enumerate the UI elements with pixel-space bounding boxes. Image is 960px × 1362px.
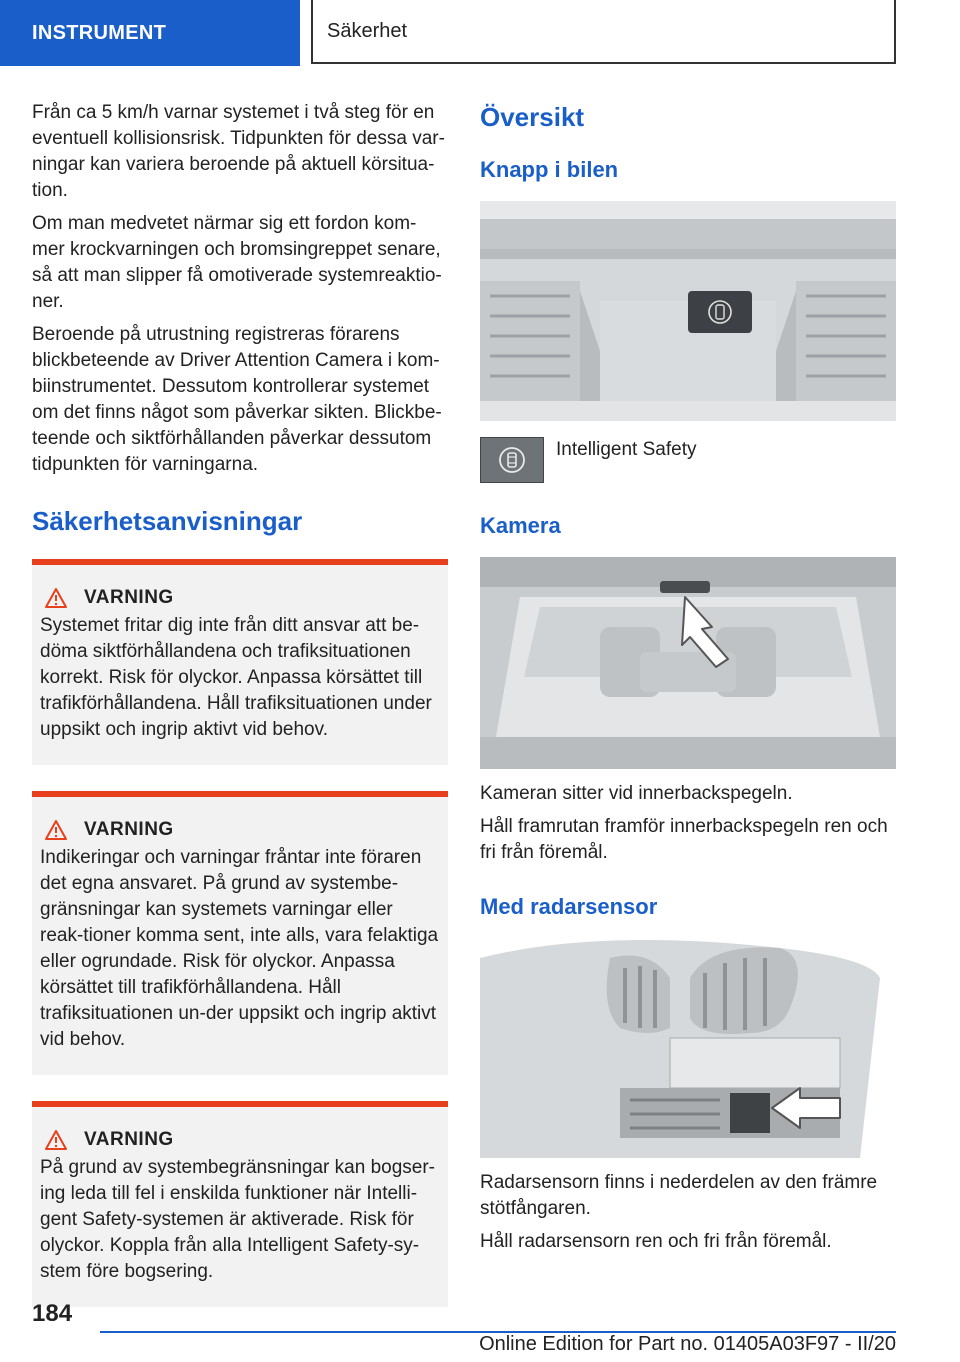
camera-heading: Kamera <box>480 513 561 538</box>
warning-triangle-icon <box>44 819 68 841</box>
warning-title: VARNING <box>84 587 174 608</box>
radar-photo <box>480 938 896 1158</box>
overview-heading: Översikt <box>480 102 585 132</box>
left-column <box>32 100 448 1333</box>
paragraph: Håll framrutan framför innerbackspegeln ren och fri från föremål. <box>480 816 888 863</box>
section-title: INSTRUMENT <box>32 21 167 44</box>
dashboard-button-photo <box>480 201 896 421</box>
right-column <box>480 100 896 1262</box>
button-heading: Knapp i bilen <box>480 157 619 182</box>
warning-text: Indikeringar och varningar fråntar inte föraren det egna ansvaret. På grund av systembe-gränsningar kan systemets varningar eller reak-tioner komma sent, inte alls, vara felaktiga eller ogrundade. Risk för olyckor. Anpassa körsättet till trafikförhållandena. Håll trafiksituationen un-der uppsikt och ingrip aktivt vid behov. <box>40 847 439 1050</box>
chapter-title: Säkerhet <box>327 19 408 42</box>
paragraph: Beroende på utrustning registreras förarens blickbeteende av Driver Attention Camera i kom-biinstrumentet. Dessutom kontrollerar systemet om det finns något som påverkar sikten. Blickbe-teende och siktförhållanden påverkar dessutom tidpunkten för varningarna. <box>32 324 442 475</box>
radar-heading: Med radarsensor <box>480 894 658 919</box>
warning-text: På grund av systembegränsningar kan bogser-ing leda till fel i enskilda funktioner när Intelli-gent Safety-systemen är aktiverade. Risk för olyckor. Koppla från alla Intelligent Safety-sy-stem före bogsering. <box>40 1157 436 1282</box>
paragraph: Från ca 5 km/h varnar systemet i två steg för en eventuell kollisionsrisk. Tidpunkten för dessa var-ningar kan variera beroende på aktuell körsitua-tion. <box>32 102 445 201</box>
warning-title: VARNING <box>84 1129 174 1150</box>
warning-triangle-icon <box>44 1129 68 1151</box>
button-label: Intelligent Safety <box>556 439 697 460</box>
section-tab <box>0 0 300 66</box>
safety-heading: Säkerhetsanvisningar <box>32 506 303 536</box>
button-legend <box>480 437 896 483</box>
paragraph: Om man medvetet närmar sig ett fordon kom-mer krockvarningen och bromsingreppet senare, så att man slipper få omotiverade systemreaktio-ner. <box>32 213 442 312</box>
warning-text: Systemet fritar dig inte från ditt ansvar att be-döma siktförhållandena och trafiksituationen korrekt. Risk för olyckor. Anpassa körsättet till trafikförhållandena. Håll trafiksituationen under uppsikt och ingrip aktivt vid behov. <box>40 615 432 740</box>
paragraph: Kameran sitter vid innerbackspegeln. <box>480 783 793 804</box>
warning-box <box>32 559 448 765</box>
edition-text: Online Edition for Part no. 01405A03F97 - II/20 <box>479 1333 896 1355</box>
chapter-tab <box>311 0 896 64</box>
page-number: 184 <box>32 1300 73 1327</box>
warning-box <box>32 791 448 1075</box>
warning-title: VARNING <box>84 819 174 840</box>
warning-box <box>32 1101 448 1307</box>
camera-photo <box>480 557 896 769</box>
paragraph: Radarsensorn finns i nederdelen av den främre stötfångaren. <box>480 1172 878 1219</box>
paragraph: Håll radarsensorn ren och fri från föremål. <box>480 1231 832 1252</box>
warning-triangle-icon <box>44 587 68 609</box>
intelligent-safety-button-icon <box>480 437 544 483</box>
